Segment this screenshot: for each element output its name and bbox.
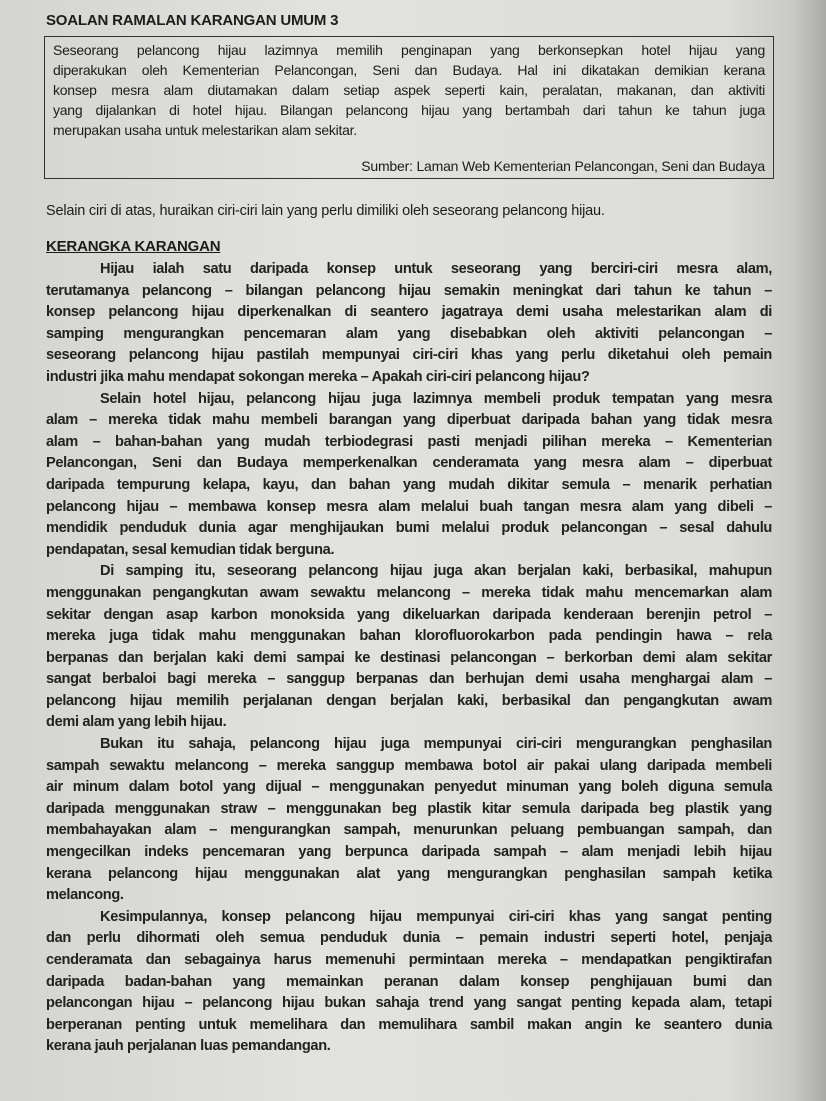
essay-line: membahayakan alam – mengurangkan sampah, menurunkan peluang pembuangan sampah, dan: [46, 822, 772, 839]
essay-line: samping mengurangkan pencemaran alam yang disebabkan oleh aktiviti pelancongan –: [46, 325, 772, 342]
essay-line: berperanan penting untuk memelihara dan memulihara sambil makan angin ke seantero dunia: [46, 1016, 772, 1033]
essay-line: Pelancongan, Seni dan Budaya memperkenalkan cenderamata yang mesra alam – diperbuat: [46, 455, 772, 472]
essay-line: daripada menggunakan straw – menggunakan beg plastik kitar semula daripada beg plastik yang: [46, 800, 772, 817]
essay-line: mendidik penduduk dunia agar menghijaukan bumi melalui produk pelancongan – sesal dahulu: [46, 520, 772, 537]
section-heading: KERANGKA KARANGAN: [46, 238, 221, 255]
essay-paragraph: [46, 561, 772, 734]
essay-line: dan perlu dihormati oleh semua penduduk dunia – pemain industri seperti hotel, penjaja: [46, 930, 772, 947]
question-text: Selain ciri di atas, huraikan ciri-ciri lain yang perlu dimiliki oleh seseorang pelancong hijau.: [46, 203, 605, 219]
essay-line: alam – mereka tidak mahu membeli barangan yang diperbuat daripada bahan yang tidak mesra: [46, 412, 772, 429]
essay-line: pendapatan, sesal kemudian tidak berguna.: [46, 541, 335, 558]
stimulus-line: yang dijalankan di hotel hijau. Bilangan pelancong hijau yang bertambah dari tahun ke tahun juga: [53, 102, 765, 118]
essay-line: Kesimpulannya, konsep pelancong hijau mempunyai ciri-ciri khas yang sangat penting: [100, 908, 772, 925]
essay-paragraph: [46, 259, 772, 389]
essay-line: berpanas dan berjalan kaki demi sampai ke destinasi pelancongan – berkorban demi alam sekitar: [46, 649, 772, 666]
stimulus-box: [44, 36, 774, 179]
essay-line: air minum dalam botol yang dijual – menggunakan penyedut minuman yang boleh diguna semula: [46, 779, 772, 796]
essay-paragraph: [46, 734, 772, 907]
stimulus-line: konsep mesra alam diutamakan dalam setiap aspek seperti kain, peralatan, makanan, dan aktiviti: [53, 82, 765, 98]
essay-line: mereka juga tidak mahu menggunakan bahan klorofluorokarbon pada pendingin hawa – rela: [46, 628, 772, 645]
essay-line: daripada tempurung kelapa, kayu, dan bahan yang mudah dikitar semula – menarik perhatian: [46, 476, 772, 493]
essay-line: mengecilkan indeks pencemaran yang berpunca daripada sampah – alam menjadi lebih hijau: [46, 844, 772, 861]
essay-line: sangat berbaloi bagi mereka – sanggup berpanas dan berhujan demi usaha menghargai alam –: [46, 671, 772, 688]
essay-line: kerana jauh perjalanan luas pemandangan.: [46, 1038, 331, 1055]
essay-line: konsep pelancong hijau diperkenalkan di seantero jagatraya demi usaha melestarikan alam di: [46, 304, 772, 321]
essay-line: alam – bahan-bahan yang mudah terbiodegrasi pasti menjadi pilihan mereka – Kementerian: [46, 433, 772, 450]
essay-line: sekitar dengan asap karbon monoksida yang dikeluarkan daripada kenderaan berenjin petrol –: [46, 606, 772, 623]
stimulus-line: merupakan usaha untuk melestarikan alam sekitar.: [53, 122, 357, 138]
essay-line: industri jika mahu mendapat sokongan mereka – Apakah ciri-ciri pelancong hijau?: [46, 368, 590, 385]
essay-line: Hijau ialah satu daripada konsep untuk seseorang yang berciri-ciri mesra alam,: [100, 261, 772, 277]
page-title: SOALAN RAMALAN KARANGAN UMUM 3: [46, 12, 339, 29]
source-citation: Sumber: Laman Web Kementerian Pelancongan, Seni dan Budaya: [361, 158, 765, 174]
essay-line: pelancong hijau – membawa konsep mesra alam melalui buah tangan mesra alam yang dibeli –: [46, 498, 772, 515]
essay-line: pelancongan hijau – pelancong hijau bukan sahaja trend yang sangat penting kepada alam, tetapi: [46, 995, 772, 1012]
essay-line: Selain hotel hijau, pelancong hijau juga lazimnya membeli produk tempatan yang mesra: [100, 390, 772, 407]
essay-line: sampah sewaktu melancong – mereka sanggup membawa botol air pakai ulang daripada membeli: [46, 757, 772, 774]
stimulus-line: diperakukan oleh Kementerian Pelancongan, Seni dan Budaya. Hal ini dikatakan demikian kerana: [53, 62, 765, 78]
essay-line: daripada badan-bahan yang memainkan peranan dalam konsep penghijauan bumi dan: [46, 973, 772, 990]
essay-line: Di samping itu, seseorang pelancong hijau juga akan berjalan kaki, berbasikal, mahupun: [100, 563, 772, 580]
essay-line: menggunakan pengangkutan awam sewaktu melancong – mereka tidak mahu mencemarkan alam: [46, 584, 772, 601]
stimulus-text: [53, 40, 765, 140]
essay-line: Bukan itu sahaja, pelancong hijau juga mempunyai ciri-ciri mengurangkan penghasilan: [100, 736, 772, 753]
essay-paragraph: [46, 907, 772, 1058]
stimulus-line: Seseorang pelancong hijau lazimnya memilih penginapan yang berkonsepkan hotel hijau yang: [53, 42, 765, 58]
essay-paragraph: [46, 389, 772, 562]
essay-line: pelancong hijau memilih perjalanan dengan berjalan kaki, berbasikal dan pengangkutan awam: [46, 692, 772, 709]
essay-line: melancong.: [46, 887, 124, 904]
essay-line: seseorang pelancong hijau pastilah mempunyai ciri-ciri khas yang perlu diketahui oleh pemain: [46, 347, 772, 364]
essay-line: terutamanya pelancong – bilangan pelancong hijau semakin meningkat dari tahun ke tahun –: [46, 282, 772, 299]
essay-line: kerana pelancong hijau menggunakan alat yang mengurangkan penghasilan sampah ketika: [46, 865, 772, 882]
essay-line: cenderamata dan sebagainya harus memenuhi permintaan mereka – mendapatkan pengiktirafan: [46, 952, 772, 968]
essay-line: demi alam yang lebih hijau.: [46, 714, 227, 731]
essay-body: [46, 259, 772, 1058]
